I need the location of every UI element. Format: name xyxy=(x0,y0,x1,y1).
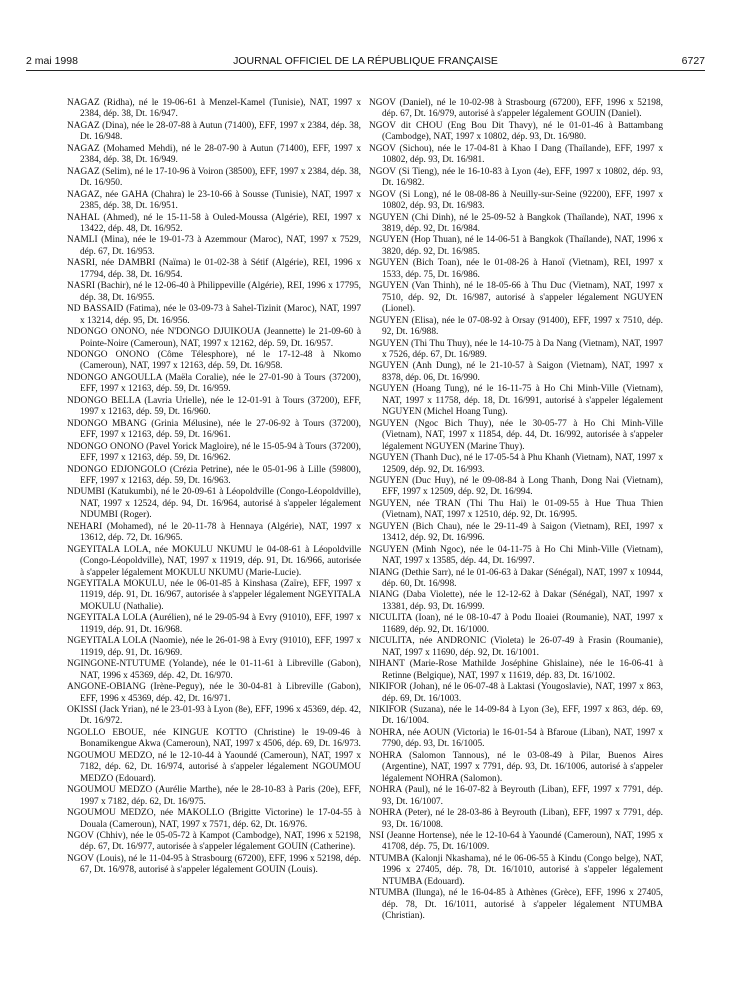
register-entry: NGUYEN (Duc Huy), né le 09-08-84 à Long Thanh, Dong Nai (Vietnam), EFF, 1997 x 12509, dép. 92, Dt. 16/994. xyxy=(369,475,663,498)
register-entry: NIKIFOR (Suzana), née le 14-09-84 à Lyon (3e), EFF, 1997 x 863, dép. 69, Dt. 16/1004. xyxy=(369,705,663,727)
register-entry: NGOUMOU MEDZO (Aurélie Marthe), née le 28-10-83 à Paris (20e), EFF, 1997 x 7182, dép. 62, Dt. 16/975. xyxy=(67,785,361,807)
register-entry: NOHRA (Salomon Tannous), né le 03-08-49 à Pilar, Buenos Aires (Argentine), NAT, 1997 x 7791, dép. 93, Dt. 16/1006, autorisé à s'appeler légalement NOHRA (Salomon). xyxy=(369,750,663,784)
register-entry: NGUYEN (Minh Ngoc), née le 04-11-75 à Ho Chi Minh-Ville (Vietnam), NAT, 1997 x 13585, dép. 44, Dt. 16/997. xyxy=(369,544,663,567)
register-entry: NGOV (Si Long), né le 08-08-86 à Neuilly-sur-Seine (92200), EFF, 1997 x 10802, dép. 93, Dt. 16/983. xyxy=(369,189,663,212)
register-entry: NAHAL (Ahmed), né le 15-11-58 à Ouled-Moussa (Algérie), REI, 1997 x 13422, dép. 48, Dt. 16/952. xyxy=(67,212,361,234)
register-entry: NIANG (Daba Violette), née le 12-12-62 à Dakar (Sénégal), NAT, 1997 x 13381, dép. 93, Dt. 16/999. xyxy=(369,590,663,612)
register-entry: NDONGO ONONO, née N'DONGO DJUIKOUA (Jeannette) le 21-09-60 à Pointe-Noire (Cameroun), NAT, 1997 x 12162, dép. 59, Dt. 16/957. xyxy=(67,327,361,349)
register-entry: NDONGO ANGOULLA (Maëla Coralie), née le 27-01-90 à Tours (37200), EFF, 1997 x 12163, dép. 59, Dt. 16/959. xyxy=(67,372,361,395)
register-entry: NGOV (Si Tieng), née le 16-10-83 à Lyon (4e), EFF, 1997 x 10802, dép. 93, Dt. 16/982. xyxy=(369,166,663,189)
register-entry: NGINGONE-NTUTUME (Yolande), née le 01-11-61 à Libreville (Gabon), NAT, 1996 x 45369, dép. 42, Dt. 16/970. xyxy=(67,659,361,681)
register-entry: NGEYITALA LOLA (Aurélien), né le 29-05-94 à Evry (91010), EFF, 1997 x 11919, dép. 91, Dt. 16/968. xyxy=(67,613,361,635)
register-entry: NGUYEN (Thanh Duc), né le 17-05-54 à Phu Khanh (Vietnam), NAT, 1997 x 12509, dép. 92, Dt. 16/993. xyxy=(369,453,663,475)
register-entry: NOHRA (Paul), né le 16-07-82 à Beyrouth (Liban), EFF, 1997 x 7791, dép. 93, Dt. 16/1007. xyxy=(369,785,663,807)
column-left xyxy=(67,98,361,877)
register-entry: NAMLI (Mina), née le 19-01-73 à Azemmour (Maroc), NAT, 1997 x 7529, dép. 67, Dt. 16/953. xyxy=(67,235,361,257)
register-entry: NGUYEN (Van Thinh), né le 18-05-66 à Thu Duc (Vietnam), NAT, 1997 x 7510, dép. 92, Dt. 16/987, autorisé à s'appeler légalement NGUYEN (Lionel). xyxy=(369,281,663,315)
register-entry: NASRI, née DAMBRI (Naïma) le 01-02-38 à Sétif (Algérie), REI, 1996 x 17794, dép. 38, Dt. 16/954. xyxy=(67,258,361,280)
register-entry: NIHANT (Marie-Rose Mathilde Joséphine Ghislaine), née le 16-06-41 à Retinne (Belgique), NAT, 1997 x 11619, dép. 83, Dt. 16/1002. xyxy=(369,659,663,681)
register-entry: NGUYEN (Elisa), née le 07-08-92 à Orsay (91400), EFF, 1997 x 7510, dép. 92, Dt. 16/988. xyxy=(369,315,663,338)
register-entry: NGUYEN (Bich Chau), née le 29-11-49 à Saigon (Vietnam), REI, 1997 x 13412, dép. 92, Dt. 16/996. xyxy=(369,521,663,544)
journal-title: JOURNAL OFFICIEL DE LA RÉPUBLIQUE FRANÇAISE xyxy=(233,55,498,67)
register-entry: NDONGO ONONO (Côme Télesphore), né le 17-12-48 à Nkomo (Cameroun), NAT, 1997 x 12163, dép. 59, Dt. 16/958. xyxy=(67,349,361,372)
register-entry: NGUYEN (Chi Dinh), né le 25-09-52 à Bangkok (Thaïlande), NAT, 1996 x 3819, dép. 92, Dt. 16/984. xyxy=(369,212,663,234)
register-entry: NGEYITALA LOLA (Naomie), née le 26-01-98 à Evry (91010), EFF, 1997 x 11919, dép. 91, Dt. 16/969. xyxy=(67,636,361,658)
register-entry: NTUMBA (Kalonji Nkashama), né le 06-06-55 à Kindu (Congo belge), NAT, 1996 x 27405, dép. 78, Dt. 16/1010, autorisé à s'appeler légalement NTUMBA (Edouard). xyxy=(369,853,663,887)
register-entry: NGUYEN (Hop Thuan), né le 14-06-51 à Bangkok (Thaïlande), NAT, 1996 x 3820, dép. 92, Dt. 16/985. xyxy=(369,235,663,257)
register-entry: OKISSI (Jack Yrian), né le 23-01-93 à Lyon (8e), EFF, 1996 x 45369, dép. 42, Dt. 16/972. xyxy=(67,705,361,727)
register-entry: NGOUMOU MEDZO, né le 12-10-44 à Yaoundé (Cameroun), NAT, 1997 x 7182, dép. 62, Dt. 16/974, autorisé à s'appeler légalement NGOUMOU MEDZO (Edouard). xyxy=(67,750,361,784)
header-rule xyxy=(26,70,705,71)
column-right xyxy=(369,98,663,923)
register-entry: NICULITA, née ANDRONIC (Violeta) le 26-07-49 à Frasin (Roumanie), NAT, 1997 x 11690, dép. 92, Dt. 16/1001. xyxy=(369,636,663,658)
register-entry: NSI (Jeanne Hortense), née le 12-10-64 à Yaoundé (Cameroun), NAT, 1995 x 41708, dép. 75, Dt. 16/1009. xyxy=(369,831,663,853)
register-entry: NGEYITALA LOLA, née MOKULU NKUMU le 04-08-61 à Léopoldville (Congo-Léopoldville), NAT, 1997 x 11919, dép. 91, Dt. 16/966, autorisée à s'appeler légalement MOKULU NKUMU (Marie-Lucie). xyxy=(67,544,361,578)
register-entry: NGUYEN (Anh Dung), né le 21-10-57 à Saigon (Vietnam), NAT, 1997 x 8378, dép. 06, Dt. 16/990. xyxy=(369,361,663,383)
register-entry: NIANG (Dethie Sarr), né le 01-06-63 à Dakar (Sénégal), NAT, 1997 x 10944, dép. 60, Dt. 16/998. xyxy=(369,567,663,590)
register-entry: NGOV (Daniel), né le 10-02-98 à Strasbourg (67200), EFF, 1996 x 52198, dép. 67, Dt. 16/979, autorisé à s'appeler légalement GOUIN (Daniel). xyxy=(369,98,663,120)
register-entry: NDONGO ONONO (Pavel Yorick Magloire), né le 15-05-94 à Tours (37200), EFF, 1997 x 12163, dép. 59, Dt. 16/962. xyxy=(67,441,361,464)
register-entry: NGUYEN (Hoang Tung), né le 16-11-75 à Ho Chi Minh-Ville (Vietnam), NAT, 1997 x 11758, dép. 18, Dt. 16/991, autorisé à s'appeler légalement NGUYEN (Michel Hoang Tung). xyxy=(369,384,663,418)
register-entry: NGOV (Chhiv), née le 05-05-72 à Kampot (Cambodge), NAT, 1996 x 52198, dép. 67, Dt. 16/977, autorisée à s'appeler légalement GOUIN (Catherine). xyxy=(67,831,361,853)
register-entry: NAGAZ (Selim), né le 17-10-96 à Voiron (38500), EFF, 1997 x 2384, dép. 38, Dt. 16/950. xyxy=(67,166,361,189)
register-entry: NDONGO MBANG (Grinia Mélusine), née le 27-06-92 à Tours (37200), EFF, 1997 x 12163, dép. 59, Dt. 16/961. xyxy=(67,418,361,441)
register-entry: NDONGO BELLA (Lavria Urielle), née le 12-01-91 à Tours (37200), EFF, 1997 x 12163, dép. 59, Dt. 16/960. xyxy=(67,395,361,418)
register-entry: NGOLLO EBOUE, née KINGUE KOTTO (Christine) le 19-09-46 à Bonamikengue Akwa (Cameroun), NAT, 1997 x 4506, dép. 69, Dt. 16/973. xyxy=(67,727,361,750)
register-entry: NGOV (Sichou), née le 17-04-81 à Khao I Dang (Thaïlande), EFF, 1997 x 10802, dép. 93, Dt. 16/981. xyxy=(369,143,663,166)
register-entry: NEHARI (Mohamed), né le 20-11-78 à Hennaya (Algérie), NAT, 1997 x 13612, dép. 72, Dt. 16/965. xyxy=(67,521,361,544)
register-entry: NIKIFOR (Johan), né le 06-07-48 à Laktasi (Yougoslavie), NAT, 1997 x 863, dép. 69, Dt. 16/1003. xyxy=(369,682,663,704)
register-entry: ND BASSAID (Fatima), née le 03-09-73 à Sahel-Tizinit (Maroc), NAT, 1997 x 13214, dép. 95, Dt. 16/956. xyxy=(67,304,361,326)
register-entry: NGUYEN (Ngoc Bich Thuy), née le 30-05-77 à Ho Chi Minh-Ville (Vietnam), NAT, 1997 x 11854, dép. 44, Dt. 16/992, autorisée à s'appeler légalement NGUYEN (Marine Thuy). xyxy=(369,418,663,452)
register-entry: NOHRA (Peter), né le 28-03-86 à Beyrouth (Liban), EFF, 1997 x 7791, dép. 93, Dt. 16/1008. xyxy=(369,808,663,830)
register-entry: NGOV dit CHOU (Eng Bou Dit Thavy), né le 01-01-46 à Battambang (Cambodge), NAT, 1997 x 10802, dép. 93, Dt. 16/980. xyxy=(369,120,663,143)
register-entry: NICULITA (Ioan), né le 08-10-47 à Podu Iloaiei (Roumanie), NAT, 1997 x 11689, dép. 92, Dt. 16/1000. xyxy=(369,613,663,635)
register-entry: NTUMBA (Ilunga), né le 16-04-85 à Athènes (Grèce), EFF, 1996 x 27405, dép. 78, Dt. 16/1011, autorisé à s'appeler légalement NTUMBA (Christian). xyxy=(369,888,663,922)
register-entry: NAGAZ (Ridha), né le 19-06-61 à Menzel-Kamel (Tunisie), NAT, 1997 x 2384, dép. 38, Dt. 16/947. xyxy=(67,98,361,120)
register-entry: NDONGO EDJONGOLO (Crézia Petrine), née le 05-01-96 à Lille (59800), EFF, 1997 x 12163, dép. 59, Dt. 16/963. xyxy=(67,464,361,486)
register-entry: NGUYEN (Thi Thu Thuy), née le 14-10-75 à Da Nang (Vietnam), NAT, 1997 x 7526, dép. 67, Dt. 16/989. xyxy=(369,338,663,360)
register-entry: NAGAZ, née GAHA (Chahra) le 23-10-66 à Sousse (Tunisie), NAT, 1997 x 2385, dép. 38, Dt. 16/951. xyxy=(67,189,361,212)
register-entry: NAGAZ (Dina), née le 28-07-88 à Autun (71400), EFF, 1997 x 2384, dép. 38, Dt. 16/948. xyxy=(67,120,361,143)
register-entry: NGUYEN, née TRAN (Thi Thu Hai) le 01-09-55 à Hue Thua Thien (Vietnam), NAT, 1997 x 12510, dép. 92, Dt. 16/995. xyxy=(369,498,663,521)
register-entry: NGEYITALA MOKULU, née le 06-01-85 à Kinshasa (Zaïre), EFF, 1997 x 11919, dép. 91, Dt. 16/967, autorisée à s'appeler légalement NGEYITALA MOKULU (Nathalie). xyxy=(67,579,361,612)
page-number: 6727 xyxy=(681,55,705,67)
register-entry: NGUYEN (Bich Toan), née le 01-08-26 à Hanoï (Vietnam), REI, 1997 x 1533, dép. 75, Dt. 16/986. xyxy=(369,258,663,280)
register-entry: NAGAZ (Mohamed Mehdi), né le 28-07-90 à Autun (71400), EFF, 1997 x 2384, dép. 38, Dt. 16/949. xyxy=(67,143,361,166)
register-entry: NASRI (Bachir), né le 12-06-40 à Philippeville (Algérie), REI, 1996 x 17795, dép. 38, Dt. 16/955. xyxy=(67,281,361,303)
register-entry: ANGONE-OBIANG (Irène-Peguy), née le 30-04-81 à Libreville (Gabon), EFF, 1996 x 45369, dép. 42, Dt. 16/971. xyxy=(67,682,361,704)
page-header xyxy=(26,55,705,69)
register-entry: NGOUMOU MEDZO, née MAKOLLO (Brigitte Victorine) le 17-04-55 à Douala (Cameroun), NAT, 1997 x 7571, dép. 62, Dt. 16/976. xyxy=(67,808,361,830)
register-entry: NDUMBI (Katukumbi), né le 20-09-61 à Léopoldville (Congo-Léopoldville), NAT, 1997 x 12524, dép. 94, Dt. 16/964, autorisé à s'appeler légalement NDUMBI (Roger). xyxy=(67,487,361,521)
register-entry: NOHRA, née AOUN (Victoria) le 16-01-54 à Bfaroue (Liban), NAT, 1997 x 7790, dép. 93, Dt. 16/1005. xyxy=(369,727,663,750)
register-entry: NGOV (Louis), né le 11-04-95 à Strasbourg (67200), EFF, 1996 x 52198, dép. 67, Dt. 16/978, autorisé à s'appeler légalement GOUIN (Louis). xyxy=(67,853,361,876)
issue-date: 2 mai 1998 xyxy=(26,55,78,67)
